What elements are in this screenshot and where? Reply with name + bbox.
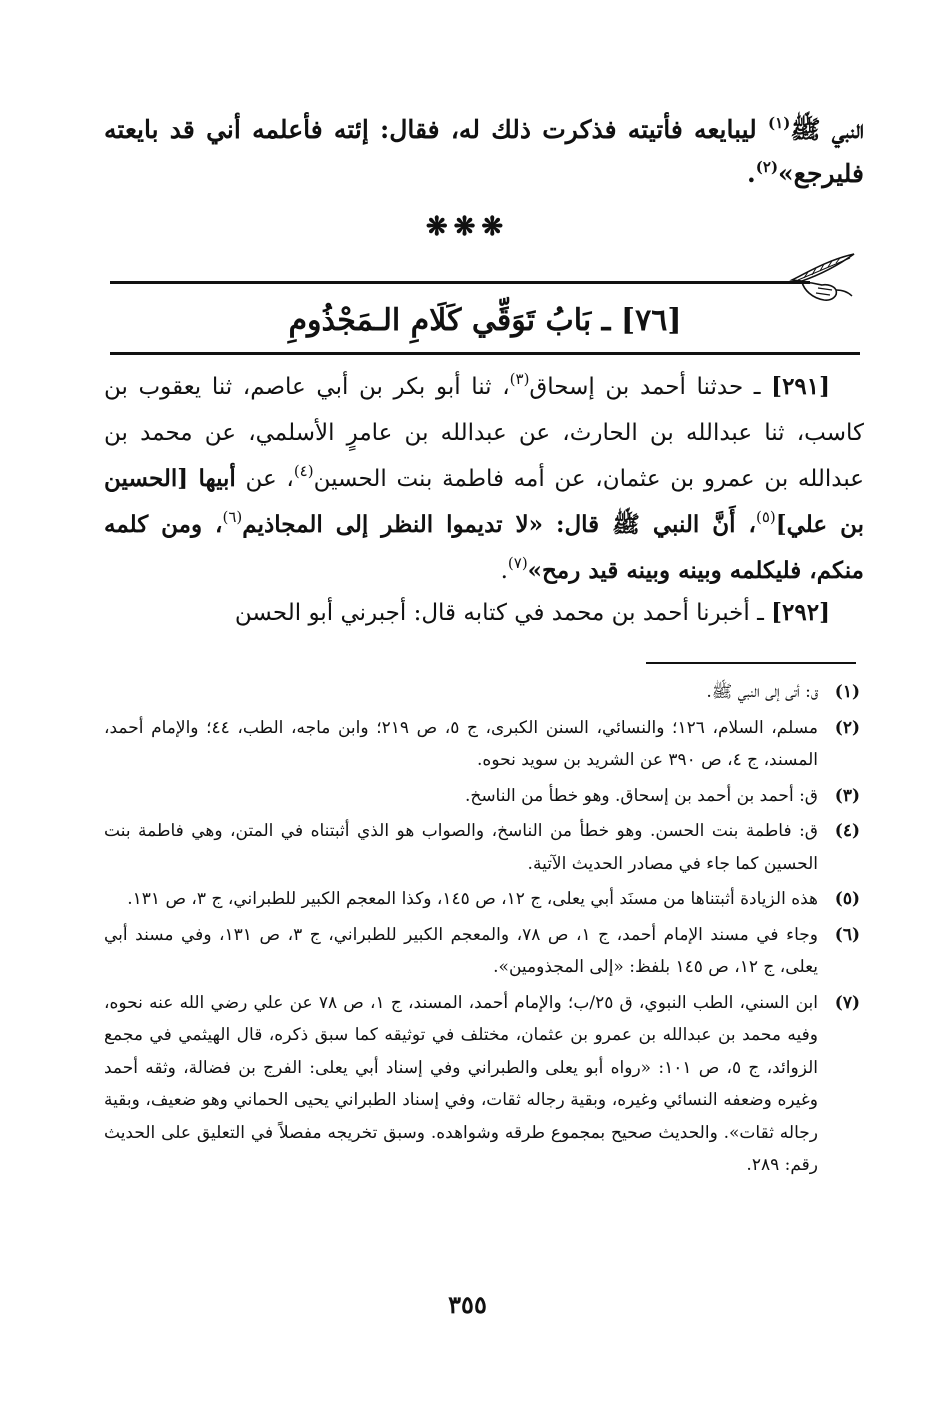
intro-text-end: . [747,159,756,188]
hadith-291 [104,364,864,594]
footnote-ref-3: (٣) [509,370,530,388]
hadith-291-part1: ـ حدثنا أحمد بن إسحاق [529,374,772,400]
footnote-ref-4: (٤) [293,462,314,480]
hadith-292-number: [٢٩٢] [771,599,830,626]
footnote-number: (٥) [834,889,860,909]
footnote-text: وجاء في مسند الإمام أحمد، ج ١، ص ٧٨، والمعجم الكبير للطبراني، ج ٣، ص ١٣١، وفي مسند أبي يعلى، ج ١٢، ص ١٤٥ بلفظ: «إلى المجذومين». [104,924,818,977]
footnote-7 [104,987,860,1182]
footnote-text: ابن السني، الطب النبوي، ق ٢٥/ب؛ والإمام أحمد، المسند، ج ١، ص ٧٨ عن علي رضي الله عنه نحوه، وفيه محمد بن عبدالله بن عمرو بن عثمان، مختلف في توثيقه كما سبق ذكره، قال الهيثمي في مجمع الزوائد، ج ٥، ص ١٠١: «رواه أبو يعلى والطبراني وفي إسناد أبي يعلى: الفرج بن فضالة، وثقه أحمد وغيره وضعفه النسائي وغيره، وبقية رجاله ثقات، وفي إسناد الطبراني يحيى الحماني وهو ضعيف، وبقية رجاله ثقات». والحديث صحيح بمجموع طرقه وشواهده. وسبق تخريجه مفصلاً في التعليق على الحديث رقم: ٢٨٩. [104,992,818,1175]
hadith-291-bold2: ، أَنَّ النبي ﷺ قال: «لا تديموا النظر إلى المجاذيم [242,511,756,538]
footnotes [104,676,860,1185]
footnote-1 [104,676,860,709]
footnote-ref-1: (١) [768,114,791,132]
footnote-number: (٤) [834,821,860,841]
hadith-291-bold1: أبيها [الحسين بن علي] [104,465,864,538]
footnote-4 [104,815,860,880]
hadith-291-number: [٢٩١] [771,373,831,400]
chapter-top-rule [110,281,810,284]
footnote-number: (٢) [834,717,860,738]
footnote-5 [104,883,860,916]
footnote-ref-6: (٦) [222,508,243,526]
hadith-291-bold3: ، ومن كلمه منكم، فليكلمه وبينه وبينه قيد رمح» [104,511,864,584]
footnote-ref-5: (٥) [755,508,776,526]
footnote-ref-7: (٧) [507,554,528,572]
intro-paragraph [104,108,864,196]
hadith-292-text: ـ أخبرنا أحمد بن محمد في كتابه قال: أجبرني أبو الحسن [234,600,772,626]
footnote-number: (٦) [834,924,860,945]
hadith-291-end: . [500,558,508,584]
hadith-291-part3: ، عن [235,466,294,492]
page-number: ٣٥٥ [448,1290,487,1319]
footnote-rule [646,662,856,664]
footnote-text: ق: أحمد بن أحمد بن إسحاق. وهو خطأ من الناسخ. [464,785,818,806]
intro-text-part2: ليبايعه فأتيته فذكرت ذلك له، فقال: إئته فأعلمه أني قد بايعته فليرجع» [104,115,864,188]
footnote-number: (٧) [834,992,860,1013]
footnote-3 [104,780,860,813]
footnote-2 [104,712,860,777]
footnote-number: (٣) [834,785,860,806]
footnote-text: ق: فاطمة بنت الحسن. وهو خطأ من الناسخ، والصواب هو الذي أثبتناه في المتن، وهي فاطمة بنت الحسين كما جاء في مصادر الحديث الآتية. [104,821,818,874]
hadith-291-part2: ، ثنا أبو بكر بن أبي عاصم، ثنا يعقوب بن كاسب، ثنا عبدالله بن الحارث، عن عبدالله بن عامرٍ الأسلمي، عن محمد بن عبدالله بن عمرو بن عثمان، عن أمه فاطمة بنت الحسين [104,374,864,492]
footnote-text: هذه الزيادة أثبتناها من مسنَد أبي يعلى، ج ١٢، ص ١٤٥، وكذا المعجم الكبير للطبراني، ج ٣، ص ١٣١. [127,889,818,909]
footnote-text: ق: أتى إلى النبي ﷺ. [706,682,818,702]
section-separator: ❋❋❋ [425,212,510,242]
footnote-6 [104,919,860,984]
chapter-title: [٧٦] ـ بَابُ تَوَقِّي كَلَامِ الـمَجْذُومِ [288,303,682,338]
footnote-number: (١) [834,682,860,702]
footnote-text: مسلم، السلام، ١٢٦؛ والنسائي، السنن الكبرى، ج ٥، ص ٢١٩؛ وابن ماجه، الطب، ٤٤؛ والإمام أحمد، المسند، ج ٤، ص ٣٩٠ عن الشريد بن سويد نحوه. [104,717,818,770]
footnote-ref-2: (٢) [755,158,779,176]
chapter-bottom-rule [110,352,860,355]
intro-text-part1: النبي ﷺ [790,115,864,144]
hadith-292 [104,590,864,636]
